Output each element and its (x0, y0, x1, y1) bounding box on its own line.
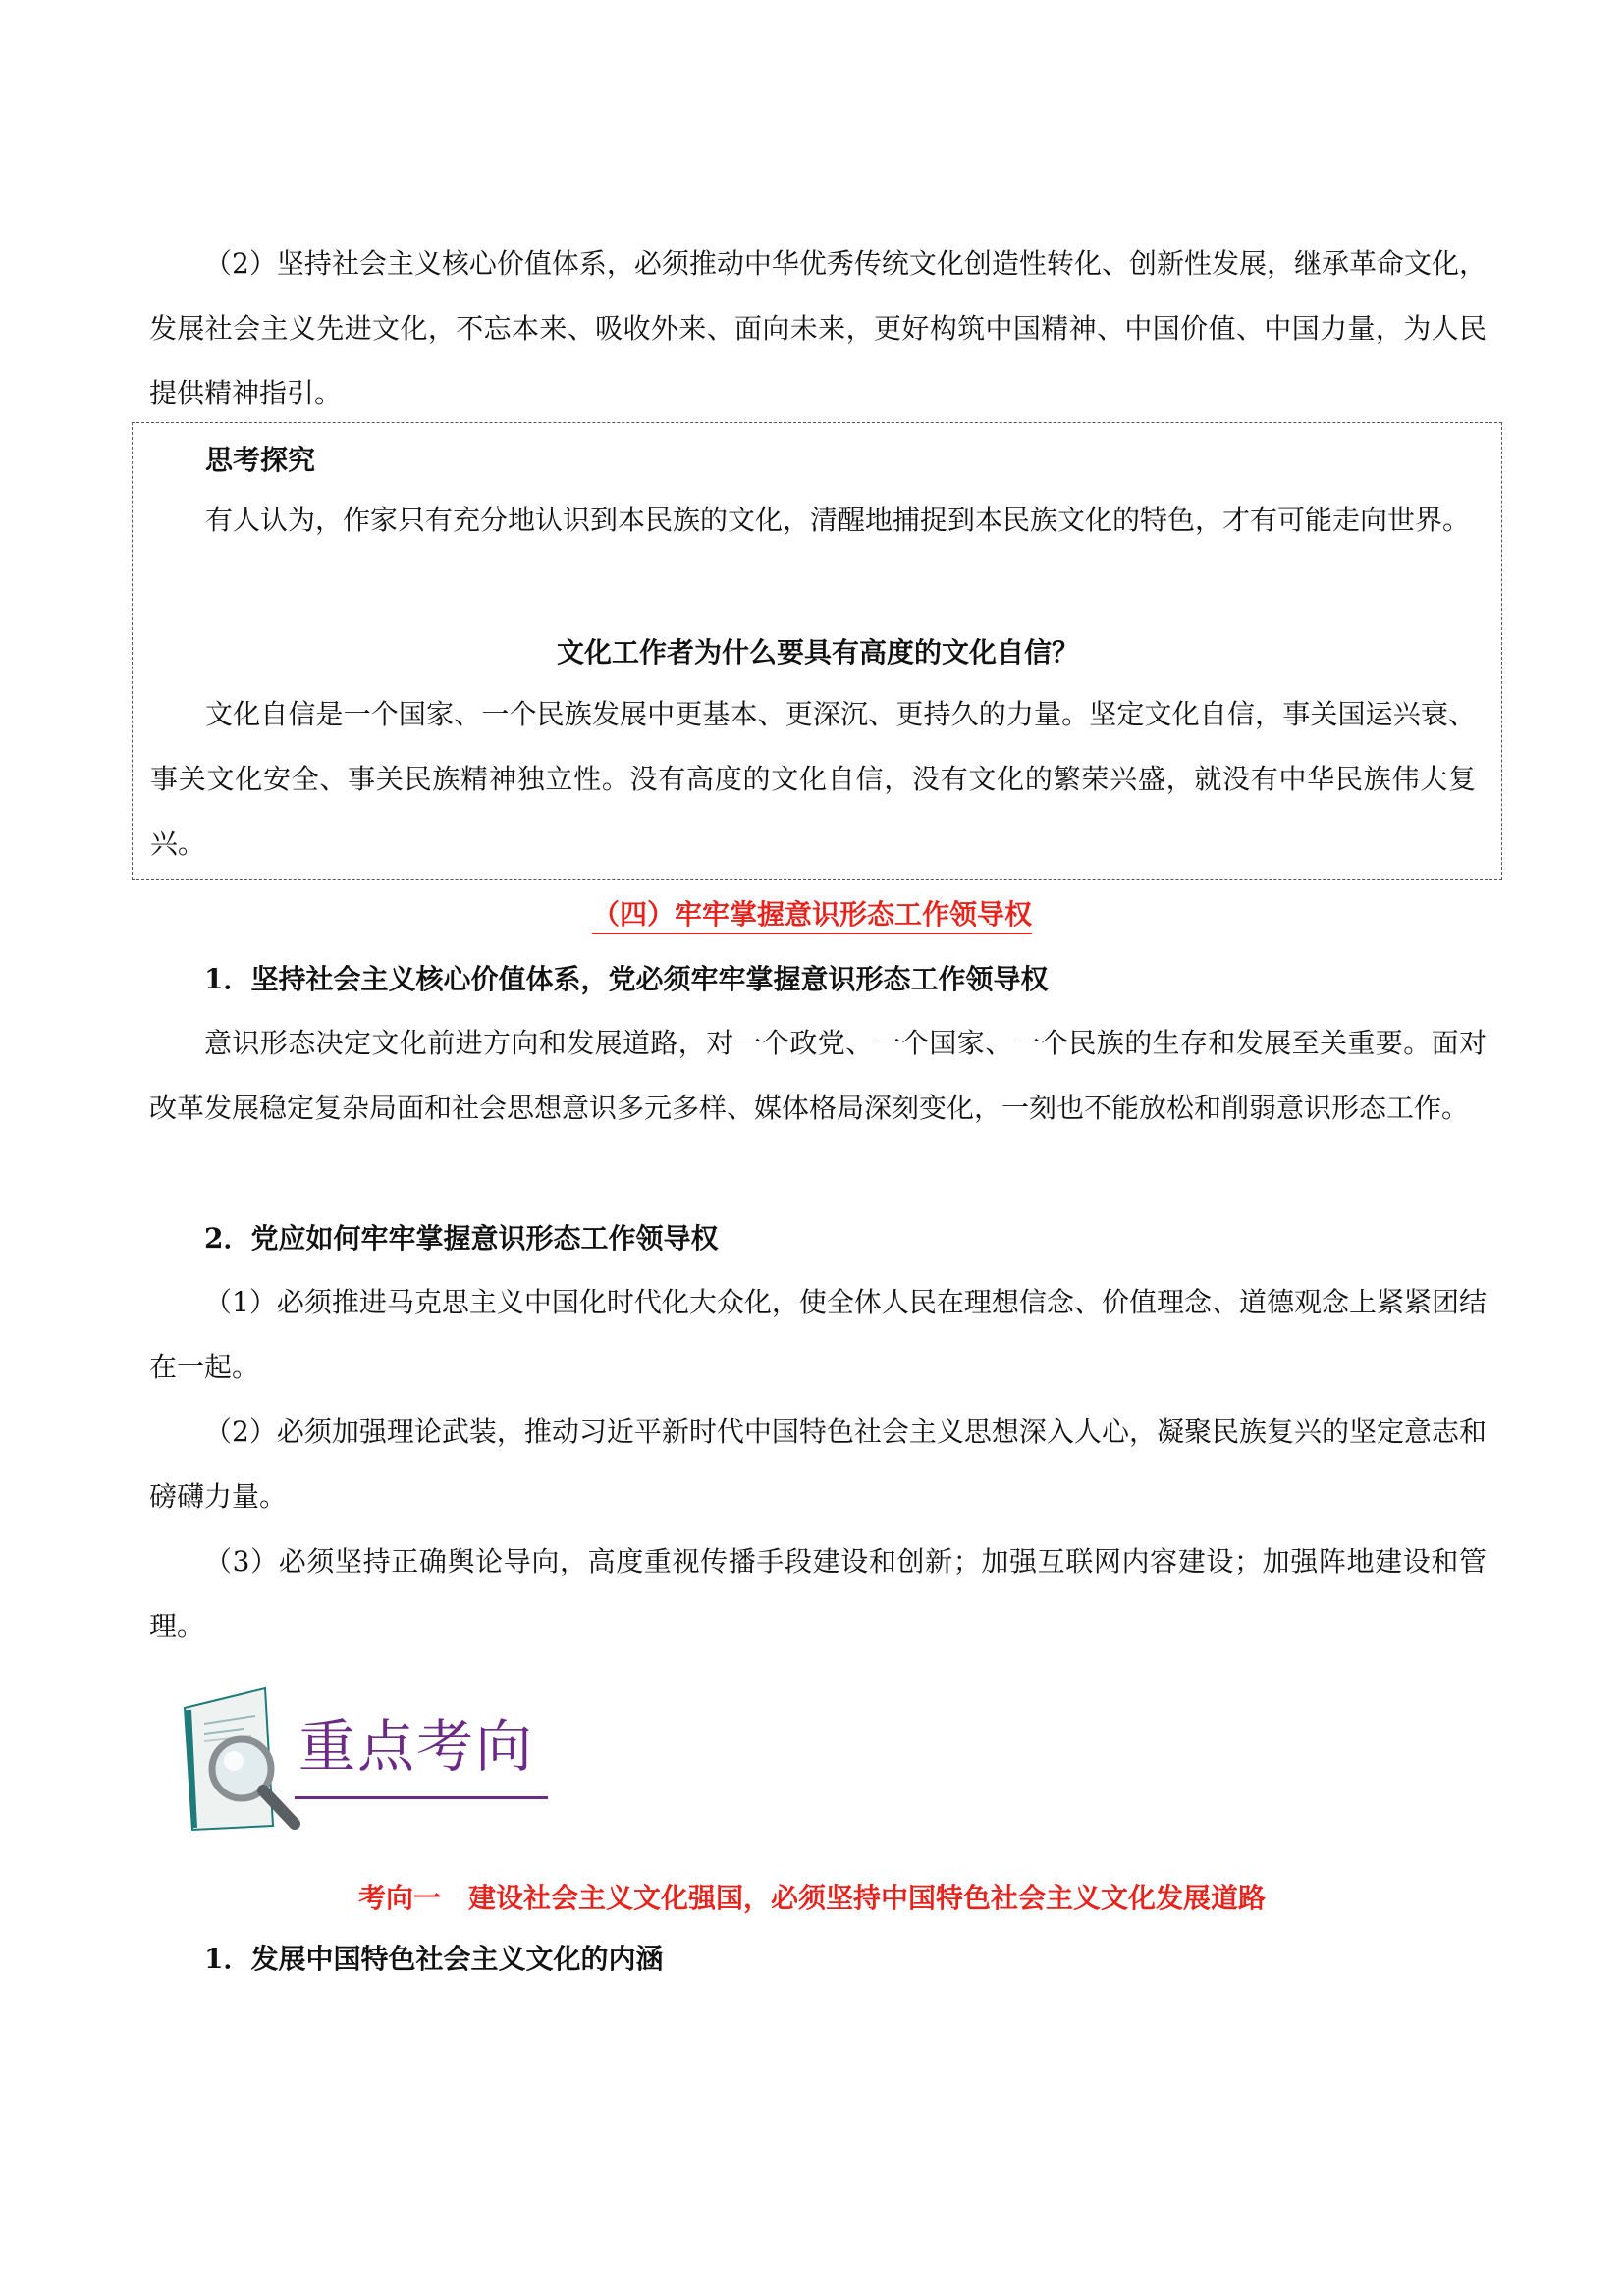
banner-underline (295, 1796, 548, 1799)
heading-2: 2．党应如何牢牢掌握意识形态工作领导权 (204, 1222, 719, 1255)
paragraph-item-3: （3）必须坚持正确舆论导向，高度重视传播手段建设和创新；加强互联网内容建设；加强阵地建设和管理。 (149, 1545, 1487, 1642)
think-box-text-2: 文化自信是一个国家、一个民族发展中更基本、更深沉、更持久的力量。坚定文化自信，事关国运兴衰、事关文化安全、事关民族精神独立性。没有高度的文化自信，没有文化的繁荣兴盛，就没有中华民族伟大复兴。 (150, 698, 1476, 860)
think-box-text-1: 有人认为，作家只有充分地认识到本民族的文化，清醒地捕捉到本民族文化的特色，才有可能走向世界。 (205, 504, 1471, 536)
paragraph-core-values: （2）坚持社会主义核心价值体系，必须推动中华优秀传统文化创造性转化、创新性发展，继承革命文化，发展社会主义先进文化，不忘本来、吸收外来、面向未来，更好构筑中国精神、中国价值、中国力量，为人民提供精神指引。 (149, 247, 1487, 409)
paragraph-ideology: 意识形态决定文化前进方向和发展道路，对一个政党、一个国家、一个民族的生存和发展至关重要。面对改革发展稳定复杂局面和社会思想意识多元多样、媒体格局深刻变化，一刻也不能放松和削弱意识形态工作。 (149, 1027, 1487, 1124)
think-box-question: 文化工作者为什么要具有高度的文化自信？ (556, 636, 1079, 668)
kaoxiang-1-title: 考向一 建设社会主义文化强国，必须坚持中国特色社会主义文化发展道路 (357, 1882, 1266, 1914)
paragraph-item-1: （1）必须推进马克思主义中国化时代化大众化，使全体人民在理想信念、价值理念、道德观念上紧紧团结在一起。 (149, 1286, 1487, 1383)
heading-1: 1．坚持社会主义核心价值体系，党必须牢牢掌握意识形态工作领导权 (204, 963, 1049, 995)
think-explore-box (132, 422, 1502, 880)
banner-title: 重点考向 (298, 1713, 535, 1780)
paragraph-item-2: （2）必须加强理论武装，推动习近平新时代中国特色社会主义思想深入人心，凝聚民族复兴的坚定意志和磅礴力量。 (149, 1415, 1487, 1513)
section-4-title (0, 895, 1624, 934)
think-box-title: 思考探究 (205, 444, 316, 476)
section-4-title-text: （四）牢牢掌握意识形态工作领导权 (592, 898, 1032, 934)
heading-3: 1．发展中国特色社会主义文化的内涵 (204, 1943, 664, 1975)
